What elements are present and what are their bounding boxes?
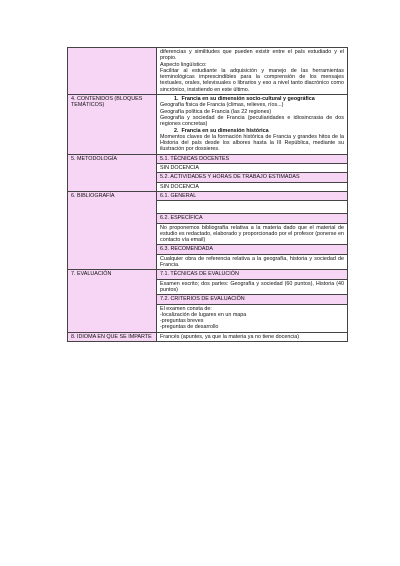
specific-value: No proponemos bibliografía relativa a la materia dado que el material de estudio es redactado, elaborado y proporcionado por el profesor (ponerse en contacto vía email): [157, 223, 348, 245]
contents-line: Geografía política de Francia (las 22 regiones): [160, 108, 272, 115]
table-row-contents: [68, 95, 348, 155]
table-row-evaluation: [68, 270, 348, 279]
recommended-value: Cualquier obra de referencia relativa a la geografía, historia y sociedad de Francia.: [157, 254, 348, 270]
criteria-line: -preguntas de desarrollo: [160, 324, 219, 331]
subheading-activities-hours: 5.2. ACTIVIDADES Y HORAS DE TRABAJO ESTIMADAS: [157, 173, 348, 182]
subheading-evaluation-criteria: 7.2. CRITERIOS DE EVALUACIÓN: [157, 295, 348, 304]
heading-text: Francia en su dimensión histórica: [181, 127, 269, 134]
objectives-line: Facilitar al estudiante la adquisición y manejo de las herramientas terminológicas imprescindibles para la comprensión de los mensajes textuales, orales, televisuales o librarios y eso a nivel tanto diacrónico como sincrónico, insistiendo en este último.: [160, 67, 344, 93]
subheading-teaching-techniques: 5.1. TÉCNICAS DOCENTES: [157, 154, 348, 163]
heading-text: Francia en su dimensión socio-cultural y geográfica: [181, 96, 315, 103]
subheading-evaluation-techniques: 7.1. TÉCNICAS DE EVALUCIÓN: [157, 270, 348, 279]
subheading-specific: 6.2. ESPECÍFICA: [157, 214, 348, 223]
subheading-general: 6.1. GENERAL: [157, 191, 348, 200]
criteria-line: -preguntas breves: [160, 318, 204, 325]
teaching-techniques-value: SIN DOCENCIA: [157, 164, 348, 173]
evaluation-techniques-value: Examen escrito; dos partes: Geografía y sociedad (60 puntos), Historia (40 puntos): [157, 279, 348, 295]
row-label-methodology: 5. METODOLOGÍA: [68, 154, 157, 191]
contents-line: Momentos claves de la formación histórica de Francia y grandes hitos de la Historia del país desde los albores hasta la III República, mediante su ilustración por dossieres.: [160, 133, 344, 153]
language-value: Francés (apuntes, ya que la materia ya no tiene docencia): [157, 332, 348, 341]
table-row-objectives-continued: [68, 48, 348, 95]
subheading-recommended: 6.3. RECOMENDADA: [157, 245, 348, 254]
contents-line: Geografía física de Francia (climas, relieves, ríos...): [160, 102, 284, 109]
table-row-methodology: [68, 154, 348, 163]
syllabus-table: [67, 47, 348, 342]
contents-cell: [157, 95, 348, 155]
general-value-empty: [157, 201, 348, 214]
table-row-bibliography: [68, 191, 348, 200]
evaluation-criteria-value: [157, 304, 348, 332]
activities-hours-value: SIN DOCENCIA: [157, 182, 348, 191]
criteria-line: -localización de lugares en un mapa: [160, 311, 247, 318]
objectives-line: Aspecto lingüístico:: [160, 61, 207, 68]
objectives-line: diferencias y similitudes que pueden existir entre el país estudiado y el propio.: [160, 49, 344, 62]
objectives-continued-cell: [157, 48, 348, 95]
table-row-language: [68, 332, 348, 341]
row-label-bibliography: 6. BIBLIOGRAFÍA: [68, 191, 157, 269]
syllabus-sheet: [67, 47, 344, 342]
heading-number: 2.: [174, 127, 179, 134]
row-label-language: 8. IDIOMA EN QUE SE IMPARTE: [68, 332, 157, 341]
contents-line: Geografía y sociedad de Francia (peculiaridades e idiosincrasia de dos regiones concretas): [160, 114, 344, 128]
criteria-line: El examen consta de:: [160, 305, 212, 312]
row-label-empty: [68, 48, 157, 95]
heading-number: 1.: [174, 96, 179, 103]
row-label-evaluation: 7. EVALUACIÓN: [68, 270, 157, 332]
row-label-contents: 4. CONTENIDOS (BLOQUES TEMÁTICOS): [68, 95, 157, 155]
